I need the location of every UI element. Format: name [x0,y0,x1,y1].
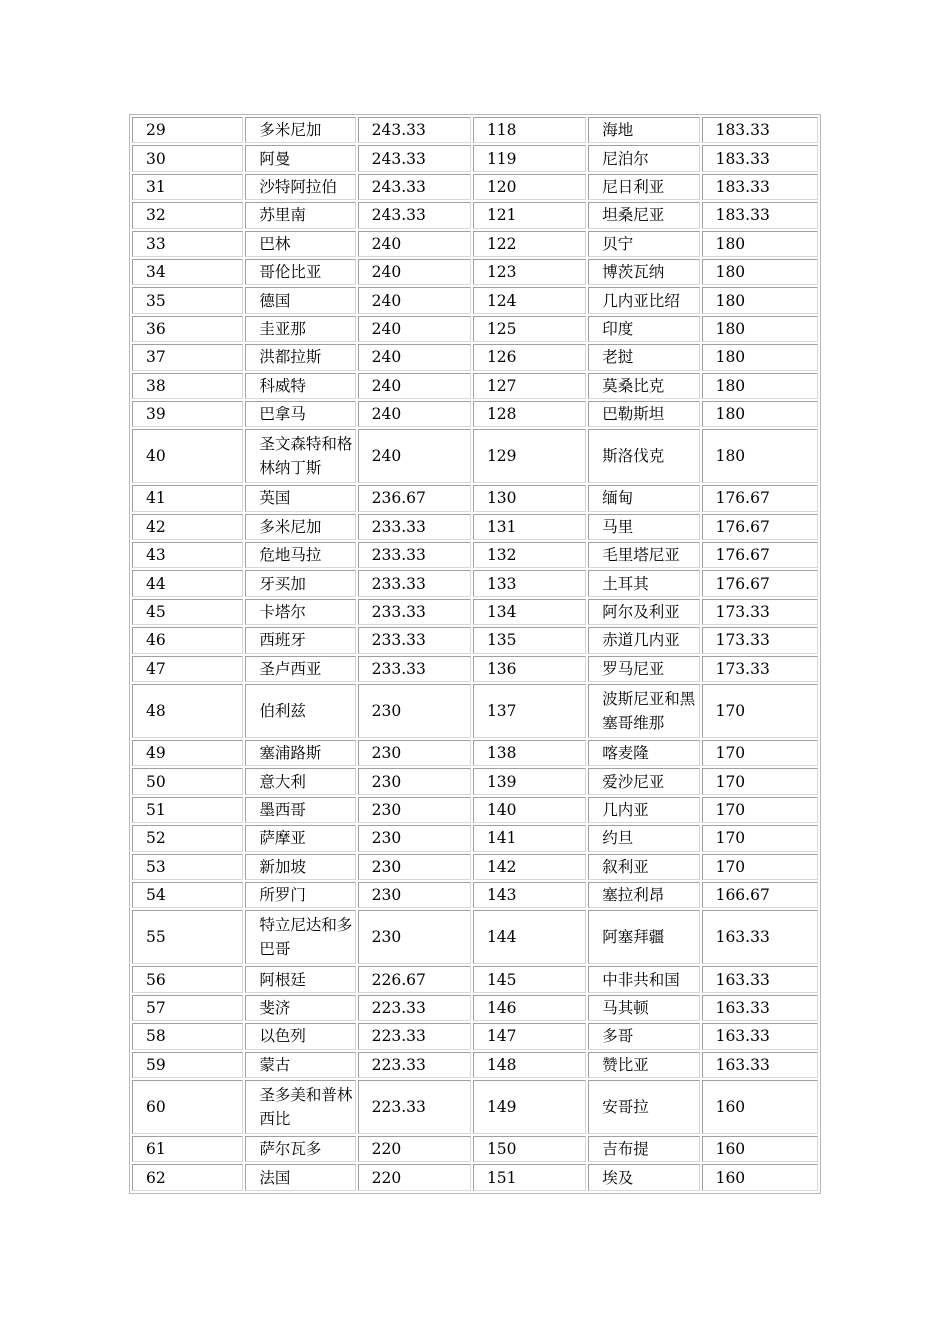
score-left-cell: 233.33 [358,570,471,596]
score-left-cell: 243.33 [358,174,471,200]
country-right-cell: 贝宁 [588,231,699,257]
country-right-cell: 几内亚 [588,797,699,823]
table-row [132,1136,818,1162]
score-right-cell: 180 [702,344,818,370]
table-row [132,768,818,794]
rank-left-cell: 58 [132,1023,243,1049]
table-row [132,316,818,342]
country-left-cell: 苏里南 [245,202,355,228]
rank-right-cell: 131 [473,514,586,540]
country-left-cell: 意大利 [245,768,355,794]
score-left-cell: 240 [358,373,471,399]
score-left-cell: 240 [358,429,471,483]
table-row [132,797,818,823]
score-right-cell: 163.33 [702,1052,818,1078]
score-left-cell: 233.33 [358,599,471,625]
rank-left-cell: 42 [132,514,243,540]
country-right-cell: 塞拉利昂 [588,882,699,908]
score-left-cell: 243.33 [358,145,471,171]
table-row [132,373,818,399]
score-left-cell: 240 [358,231,471,257]
rank-right-cell: 126 [473,344,586,370]
rank-left-cell: 33 [132,231,243,257]
table-row [132,1080,818,1134]
score-right-cell: 163.33 [702,966,818,992]
country-left-cell: 卡塔尔 [245,599,355,625]
score-right-cell: 170 [702,825,818,851]
table-row [132,825,818,851]
rank-left-cell: 49 [132,740,243,766]
score-left-cell: 220 [358,1136,471,1162]
rank-left-cell: 55 [132,910,243,964]
score-right-cell: 176.67 [702,570,818,596]
country-right-cell: 土耳其 [588,570,699,596]
table-row [132,287,818,313]
table-row [132,259,818,285]
table-row [132,1164,818,1190]
score-right-cell: 180 [702,429,818,483]
score-left-cell: 230 [358,825,471,851]
country-right-cell: 赤道几内亚 [588,627,699,653]
table-row [132,202,818,228]
country-right-cell: 巴勒斯坦 [588,401,699,427]
rank-right-cell: 123 [473,259,586,285]
score-right-cell: 173.33 [702,599,818,625]
country-right-cell: 缅甸 [588,485,699,511]
country-right-cell: 几内亚比绍 [588,287,699,313]
score-left-cell: 240 [358,259,471,285]
score-left-cell: 233.33 [358,656,471,682]
rank-right-cell: 129 [473,429,586,483]
rank-left-cell: 40 [132,429,243,483]
country-left-cell: 蒙古 [245,1052,355,1078]
rank-left-cell: 61 [132,1136,243,1162]
score-right-cell: 160 [702,1136,818,1162]
rank-left-cell: 60 [132,1080,243,1134]
country-left-cell: 牙买加 [245,570,355,596]
rank-left-cell: 53 [132,854,243,880]
score-left-cell: 236.67 [358,485,471,511]
country-right-cell: 吉布提 [588,1136,699,1162]
country-right-cell: 埃及 [588,1164,699,1190]
country-right-cell: 尼泊尔 [588,145,699,171]
ranking-table [129,114,821,1194]
country-right-cell: 尼日利亚 [588,174,699,200]
country-left-cell: 洪都拉斯 [245,344,355,370]
score-right-cell: 163.33 [702,1023,818,1049]
score-left-cell: 230 [358,882,471,908]
score-left-cell: 240 [358,344,471,370]
score-right-cell: 180 [702,259,818,285]
rank-left-cell: 34 [132,259,243,285]
country-left-cell: 多米尼加 [245,117,355,143]
score-right-cell: 183.33 [702,117,818,143]
table-row [132,599,818,625]
country-left-cell: 圭亚那 [245,316,355,342]
score-right-cell: 180 [702,373,818,399]
country-left-cell: 萨尔瓦多 [245,1136,355,1162]
rank-left-cell: 38 [132,373,243,399]
score-left-cell: 230 [358,740,471,766]
score-right-cell: 180 [702,401,818,427]
score-left-cell: 233.33 [358,542,471,568]
score-right-cell: 176.67 [702,542,818,568]
rank-left-cell: 59 [132,1052,243,1078]
country-left-cell: 巴林 [245,231,355,257]
rank-left-cell: 43 [132,542,243,568]
rank-left-cell: 29 [132,117,243,143]
country-left-cell: 萨摩亚 [245,825,355,851]
rank-right-cell: 128 [473,401,586,427]
rank-right-cell: 118 [473,117,586,143]
rank-right-cell: 125 [473,316,586,342]
score-left-cell: 223.33 [358,1080,471,1134]
score-right-cell: 163.33 [702,995,818,1021]
table-row [132,542,818,568]
table-row [132,344,818,370]
table-row [132,429,818,483]
country-left-cell: 斐济 [245,995,355,1021]
rank-right-cell: 120 [473,174,586,200]
table-row [132,401,818,427]
score-right-cell: 180 [702,287,818,313]
rank-right-cell: 135 [473,627,586,653]
country-left-cell: 阿根廷 [245,966,355,992]
table-row [132,1023,818,1049]
table-row [132,910,818,964]
rank-left-cell: 44 [132,570,243,596]
rank-left-cell: 54 [132,882,243,908]
score-right-cell: 173.33 [702,627,818,653]
country-right-cell: 多哥 [588,1023,699,1049]
table-row [132,627,818,653]
rank-left-cell: 32 [132,202,243,228]
country-right-cell: 阿尔及利亚 [588,599,699,625]
country-left-cell: 圣卢西亚 [245,656,355,682]
table-row [132,966,818,992]
rank-right-cell: 119 [473,145,586,171]
rank-right-cell: 146 [473,995,586,1021]
country-left-cell: 伯利兹 [245,684,355,738]
table-row [132,854,818,880]
country-right-cell: 叙利亚 [588,854,699,880]
table-row [132,882,818,908]
rank-right-cell: 145 [473,966,586,992]
score-left-cell: 240 [358,287,471,313]
rank-left-cell: 62 [132,1164,243,1190]
table-row [132,684,818,738]
country-right-cell: 赞比亚 [588,1052,699,1078]
country-right-cell: 博茨瓦纳 [588,259,699,285]
score-right-cell: 180 [702,231,818,257]
rank-right-cell: 149 [473,1080,586,1134]
rank-right-cell: 136 [473,656,586,682]
rank-left-cell: 46 [132,627,243,653]
country-right-cell: 安哥拉 [588,1080,699,1134]
table-row [132,231,818,257]
country-left-cell: 科威特 [245,373,355,399]
country-right-cell: 爱沙尼亚 [588,768,699,794]
country-right-cell: 中非共和国 [588,966,699,992]
score-left-cell: 243.33 [358,117,471,143]
rank-right-cell: 134 [473,599,586,625]
country-right-cell: 马里 [588,514,699,540]
score-left-cell: 226.67 [358,966,471,992]
country-left-cell: 危地马拉 [245,542,355,568]
rank-right-cell: 140 [473,797,586,823]
score-right-cell: 166.67 [702,882,818,908]
score-left-cell: 223.33 [358,1023,471,1049]
score-right-cell: 180 [702,316,818,342]
rank-right-cell: 141 [473,825,586,851]
score-right-cell: 170 [702,797,818,823]
rank-right-cell: 148 [473,1052,586,1078]
score-left-cell: 220 [358,1164,471,1190]
country-left-cell: 圣文森特和格林纳丁斯 [245,429,355,483]
score-left-cell: 230 [358,854,471,880]
table-row [132,1052,818,1078]
country-right-cell: 海地 [588,117,699,143]
country-left-cell: 塞浦路斯 [245,740,355,766]
score-right-cell: 160 [702,1080,818,1134]
score-left-cell: 230 [358,768,471,794]
score-right-cell: 170 [702,854,818,880]
table-row [132,995,818,1021]
rank-right-cell: 138 [473,740,586,766]
country-left-cell: 多米尼加 [245,514,355,540]
rank-left-cell: 52 [132,825,243,851]
rank-right-cell: 130 [473,485,586,511]
score-left-cell: 223.33 [358,1052,471,1078]
country-right-cell: 波斯尼亚和黑塞哥维那 [588,684,699,738]
rank-left-cell: 57 [132,995,243,1021]
country-right-cell: 印度 [588,316,699,342]
score-left-cell: 243.33 [358,202,471,228]
rank-left-cell: 35 [132,287,243,313]
rank-left-cell: 56 [132,966,243,992]
table-row [132,485,818,511]
score-right-cell: 176.67 [702,514,818,540]
score-right-cell: 170 [702,768,818,794]
rank-right-cell: 132 [473,542,586,568]
country-left-cell: 西班牙 [245,627,355,653]
country-right-cell: 老挝 [588,344,699,370]
score-right-cell: 183.33 [702,202,818,228]
country-left-cell: 哥伦比亚 [245,259,355,285]
score-right-cell: 173.33 [702,656,818,682]
table-row [132,174,818,200]
score-right-cell: 163.33 [702,910,818,964]
country-left-cell: 以色列 [245,1023,355,1049]
rank-right-cell: 133 [473,570,586,596]
rank-right-cell: 151 [473,1164,586,1190]
rank-left-cell: 51 [132,797,243,823]
rank-left-cell: 47 [132,656,243,682]
score-left-cell: 230 [358,797,471,823]
rank-left-cell: 30 [132,145,243,171]
rank-left-cell: 48 [132,684,243,738]
score-left-cell: 240 [358,401,471,427]
table-row [132,117,818,143]
country-left-cell: 墨西哥 [245,797,355,823]
score-left-cell: 240 [358,316,471,342]
country-right-cell: 罗马尼亚 [588,656,699,682]
country-right-cell: 喀麦隆 [588,740,699,766]
country-left-cell: 英国 [245,485,355,511]
country-left-cell: 所罗门 [245,882,355,908]
rank-right-cell: 121 [473,202,586,228]
rank-right-cell: 150 [473,1136,586,1162]
rank-right-cell: 127 [473,373,586,399]
rank-left-cell: 39 [132,401,243,427]
score-right-cell: 176.67 [702,485,818,511]
table-row [132,656,818,682]
country-left-cell: 阿曼 [245,145,355,171]
country-left-cell: 巴拿马 [245,401,355,427]
country-right-cell: 约旦 [588,825,699,851]
country-right-cell: 斯洛伐克 [588,429,699,483]
score-left-cell: 223.33 [358,995,471,1021]
table-row [132,514,818,540]
rank-left-cell: 36 [132,316,243,342]
score-right-cell: 170 [702,740,818,766]
country-right-cell: 莫桑比克 [588,373,699,399]
rank-right-cell: 122 [473,231,586,257]
score-right-cell: 170 [702,684,818,738]
country-right-cell: 坦桑尼亚 [588,202,699,228]
rank-right-cell: 124 [473,287,586,313]
country-left-cell: 特立尼达和多巴哥 [245,910,355,964]
country-right-cell: 阿塞拜疆 [588,910,699,964]
table-row [132,570,818,596]
country-left-cell: 新加坡 [245,854,355,880]
score-right-cell: 160 [702,1164,818,1190]
country-left-cell: 法国 [245,1164,355,1190]
rank-right-cell: 147 [473,1023,586,1049]
score-left-cell: 230 [358,910,471,964]
ranking-table-container [129,114,821,1194]
table-row [132,740,818,766]
score-left-cell: 233.33 [358,627,471,653]
rank-right-cell: 137 [473,684,586,738]
rank-right-cell: 143 [473,882,586,908]
score-left-cell: 233.33 [358,514,471,540]
country-left-cell: 圣多美和普林西比 [245,1080,355,1134]
country-right-cell: 毛里塔尼亚 [588,542,699,568]
country-left-cell: 沙特阿拉伯 [245,174,355,200]
country-left-cell: 德国 [245,287,355,313]
rank-right-cell: 144 [473,910,586,964]
rank-left-cell: 45 [132,599,243,625]
rank-left-cell: 37 [132,344,243,370]
score-right-cell: 183.33 [702,145,818,171]
country-right-cell: 马其顿 [588,995,699,1021]
table-row [132,145,818,171]
rank-left-cell: 31 [132,174,243,200]
rank-right-cell: 139 [473,768,586,794]
score-right-cell: 183.33 [702,174,818,200]
ranking-table-body [132,117,818,1191]
score-left-cell: 230 [358,684,471,738]
rank-right-cell: 142 [473,854,586,880]
rank-left-cell: 41 [132,485,243,511]
rank-left-cell: 50 [132,768,243,794]
